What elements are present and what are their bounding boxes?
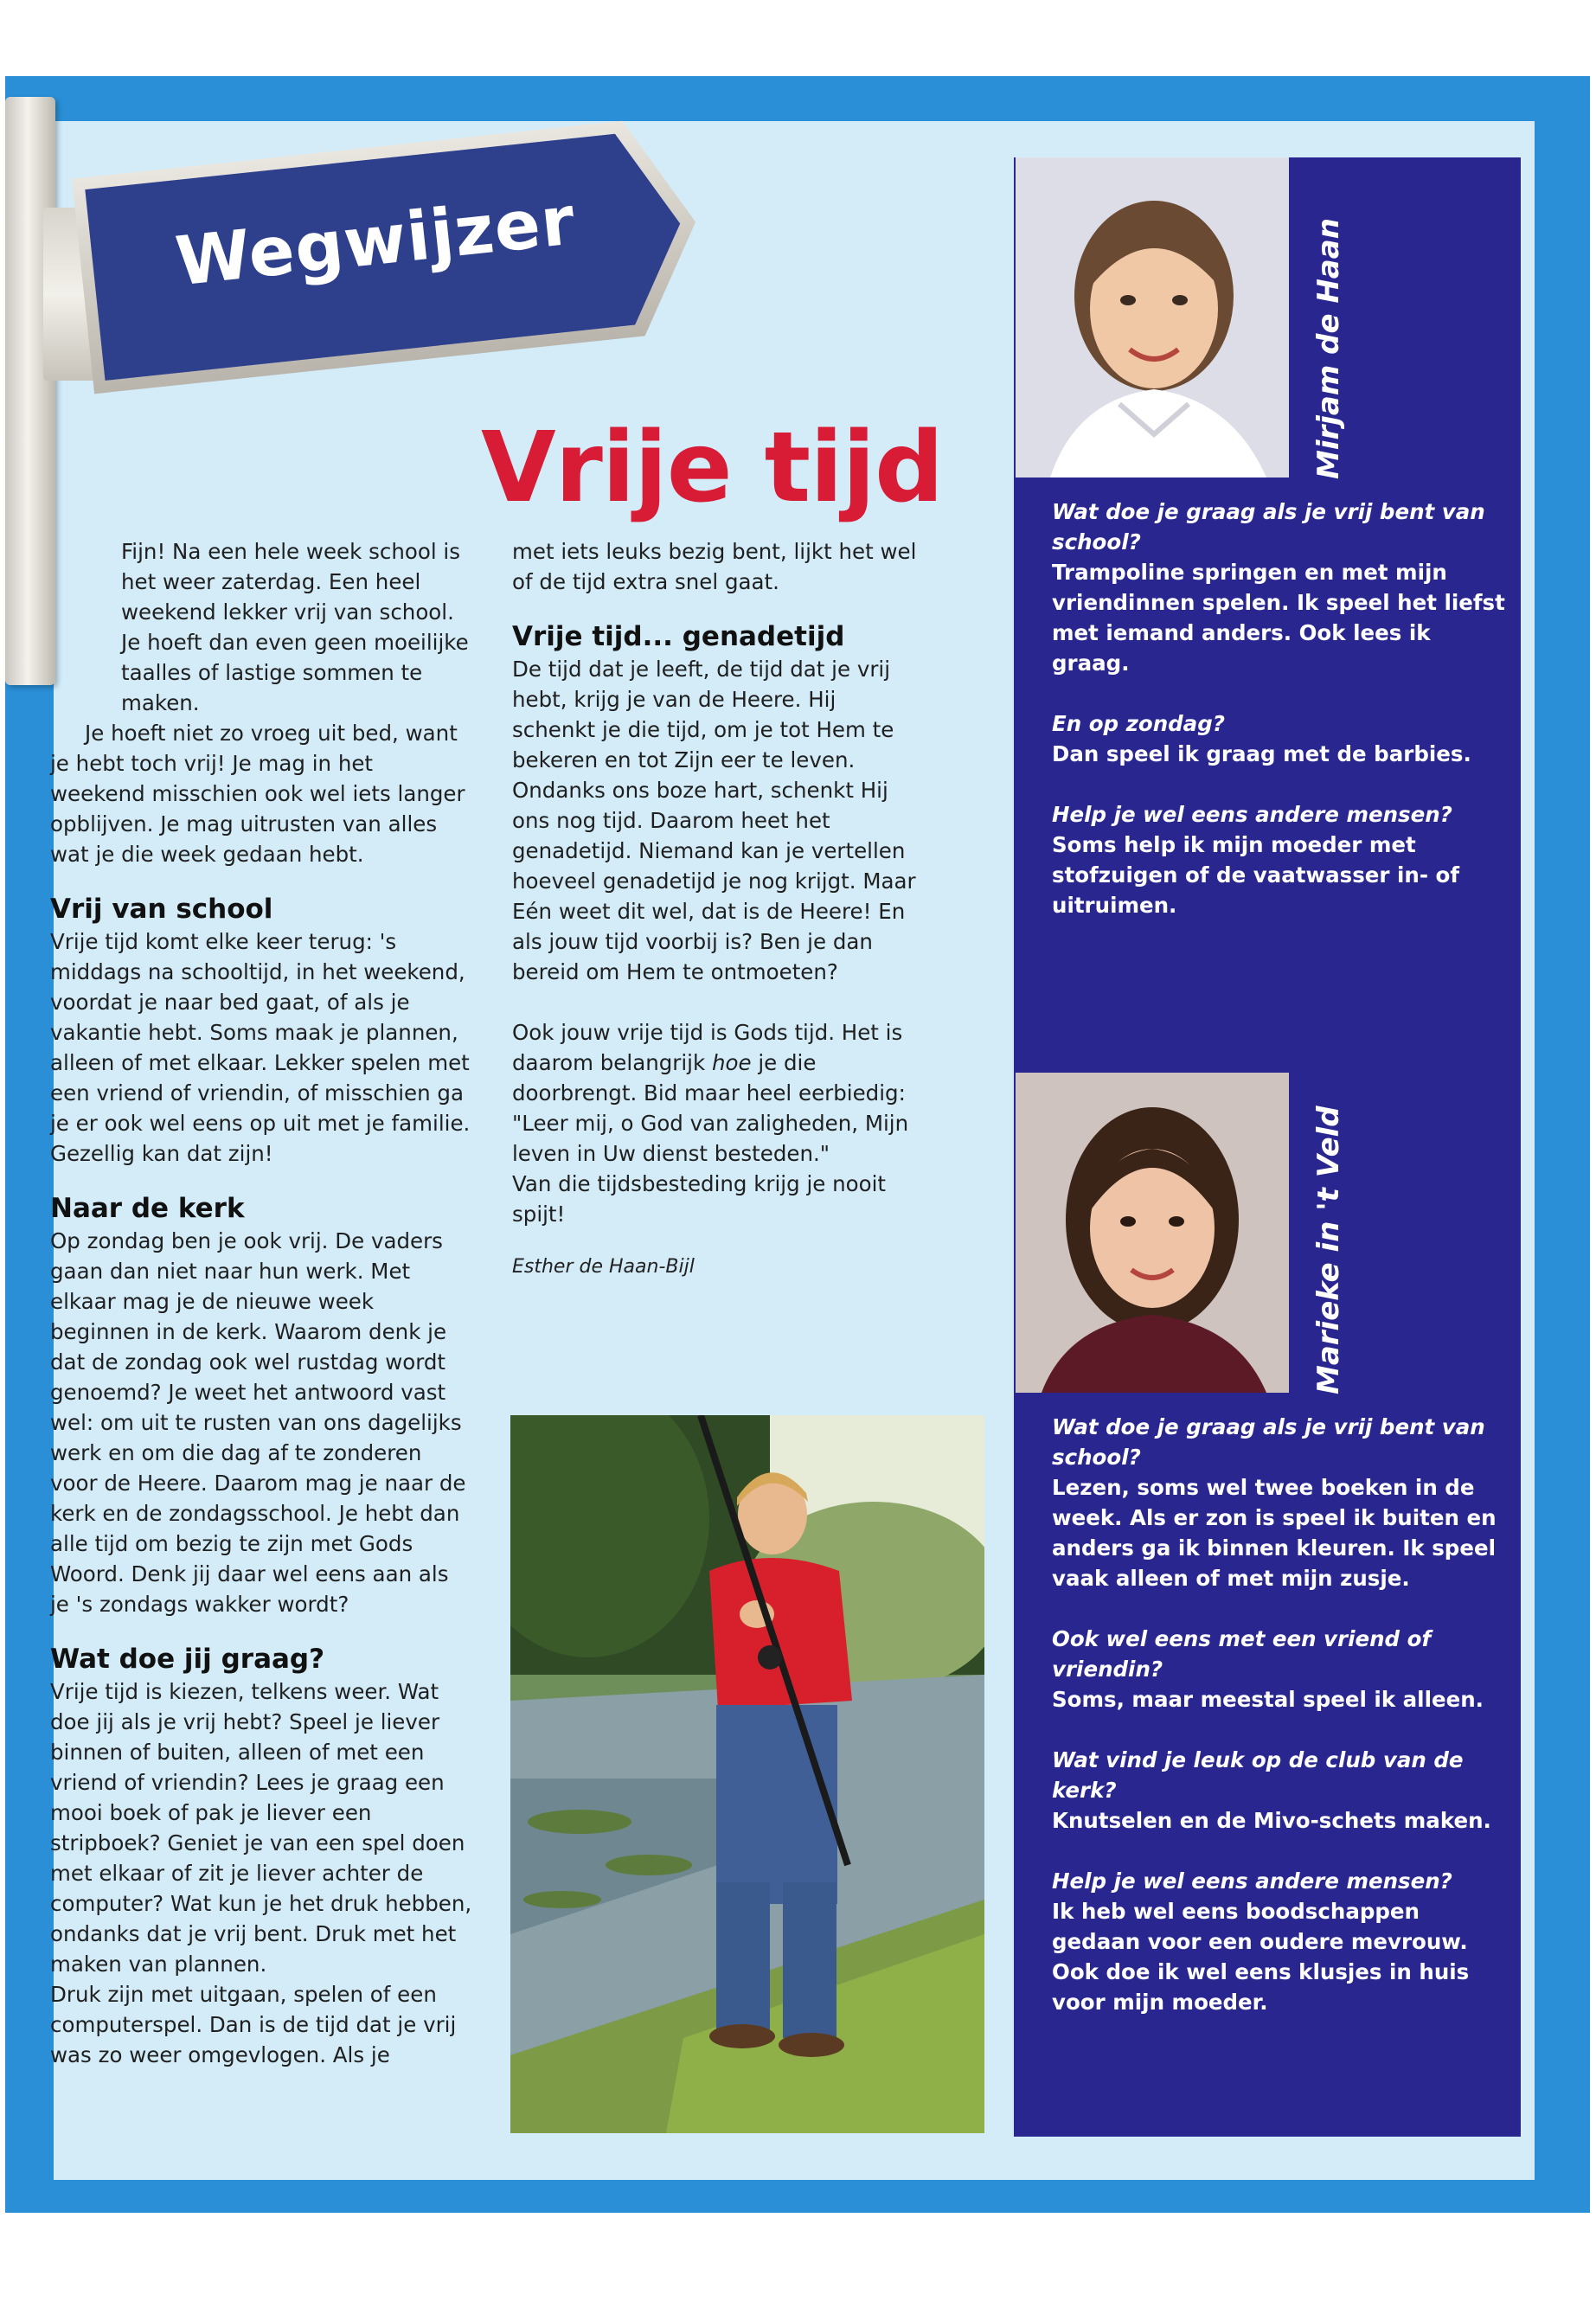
paragraph: Vrije tijd komt elke keer terug: 's middags na schooltijd, in het weekend, voordat je naar bed gaat, of als je vakantie hebt. Soms maak je plannen, alleen of met elkaar. Lekker spelen met een vriend of vriendin, of misschien ga je er ook wel eens op uit met je familie. Gezellig kan dat zijn! [50, 929, 471, 1166]
paragraph: Vrije tijd is kiezen, telkens weer. Wat doe jij als je vrij hebt? Speel je liever binnen of buiten, alleen of met een vriend of vriendin? Lees je graag een mooi boek of pak je liever een stripboek? Geniet je van een spel doen met elkaar of zit je liever achter de computer? Wat kun je het druk hebben, ondanks dat je vrij bent. Druk met het maken van plannen. [50, 1679, 472, 1977]
portrait-photo-marieke [1016, 1073, 1289, 1393]
interview-mirjam [1052, 497, 1510, 920]
signpost-pole [5, 97, 55, 685]
spacer [512, 987, 926, 1017]
paragraph [512, 1017, 926, 1169]
section-heading: Naar de kerk [50, 1193, 245, 1224]
spacer [1052, 1593, 1510, 1624]
portrait-photo-mirjam [1016, 157, 1289, 478]
author-signature: Esther de Haan-Bijl [512, 1256, 695, 1278]
question: Help je wel eens andere mensen? [1052, 1868, 1452, 1894]
middle-column [512, 536, 926, 1282]
paragraph: Druk zijn met uitgaan, spelen of een computerspel. Dan is de tijd dat je vrij was zo weer omgevlogen. Als je [50, 1982, 457, 2067]
question: En op zondag? [1052, 711, 1225, 736]
paragraph: Van die tijdsbesteding krijg je nooit spijt! [512, 1171, 887, 1227]
person-name: Mirjam de Haan [1311, 218, 1346, 479]
answer: Ik heb wel eens boodschappen gedaan voor een oudere mevrouw. Ook doe ik wel eens klusjes in huis voor mijn moeder. [1052, 1899, 1470, 2015]
intro-paragraph: Fijn! Na een hele week school is het weer zaterdag. Een heel weekend lekker vrij van school. Je hoeft dan even geen moeilijke taalles of lastige sommen te maken. [121, 539, 469, 715]
spacer [1052, 678, 1510, 708]
answer: Knutselen en de Mivo-schets maken. [1052, 1808, 1491, 1833]
text-run: je die doorbrengt. Bid maar heel eerbiedig: "Leer mij, o God van zaligheden, Mijn leven in Uw dienst besteden." [512, 1050, 909, 1166]
spacer [1052, 769, 1510, 799]
sign-label: Wegwijzer [172, 182, 580, 302]
boy-fishing-photo [510, 1415, 984, 2133]
paragraph: met iets leuks bezig bent, lijkt het wel of de tijd extra snel gaat. [512, 539, 917, 594]
paragraph: Op zondag ben je ook vrij. De vaders gaan dan niet naar hun werk. Met elkaar mag je de nieuwe week beginnen in de kerk. Waarom denk je dat de zondag ook wel rustdag wordt genoemd? Je weet het antwoord vast wel: om uit te rusten van ons dagelijks werk en om die dag af te zonderen voor de Heere. Daarom mag je naar de kerk en de zondagsschool. Je hebt dan alle tijd om bezig te zijn met Gods Woord. Denk jij daar wel eens aan als je 's zondags wakker wordt? [50, 1228, 466, 1617]
question: Wat vind je leuk op de club van de kerk? [1052, 1747, 1464, 1803]
emphasis: hoe [711, 1050, 752, 1075]
paragraph: Je hoeft niet zo vroeg uit bed, want je hebt toch vrij! Je mag in het weekend misschien ook wel iets langer opblijven. Je mag uitrusten van alles wat je die week gedaan hebt. [50, 721, 465, 867]
section-heading: Vrije tijd... genadetijd [512, 621, 845, 652]
section-heading: Wat doe jij graag? [50, 1644, 325, 1675]
paragraph: De tijd dat je leeft, de tijd dat je vrij hebt, krijg je van de Heere. Hij schenkt je die tijd, om je tot Hem te bekeren en tot Zijn eer te leven. Ondanks ons boze hart, schenkt Hij ons nog tijd. Daarom heet het genadetijd. Niemand kan je vertellen hoeveel genadetijd je nog krijgt. Maar Eén weet dit wel, dat is de Heere! En als jouw tijd voorbij is? Ben je dan bereid om Hem te ontmoeten? [512, 657, 916, 984]
page-title: Vrije tijd [481, 412, 944, 524]
left-column [50, 536, 472, 2070]
text-run: Ook jouw vrije tijd is Gods tijd. Het is daarom belangrijk [512, 1020, 903, 1075]
question: Ook wel eens met een vriend of vriendin? [1052, 1626, 1432, 1682]
answer: Lezen, soms wel twee boeken in de week. Als er zon is speel ik buiten en anders ga ik binnen kleuren. Ik speel vaak alleen of met mijn zusje. [1052, 1475, 1497, 1591]
answer: Soms, maar meestal speel ik alleen. [1052, 1687, 1484, 1712]
spacer [1052, 1715, 1510, 1745]
answer: Trampoline springen en met mijn vriendinnen spelen. Ik speel het liefst met iemand anders. Ook lees ik graag. [1052, 560, 1505, 676]
answer: Soms help ik mijn moeder met stofzuigen of de vaatwasser in- of uitruimen. [1052, 832, 1460, 918]
spacer [1052, 1836, 1510, 1866]
question: Help je wel eens andere mensen? [1052, 802, 1452, 827]
section-heading: Vrij van school [50, 894, 273, 925]
interview-marieke [1052, 1412, 1510, 2017]
question: Wat doe je graag als je vrij bent van school? [1052, 1414, 1485, 1470]
person-name: Marieke in 't Veld [1311, 1106, 1346, 1394]
question: Wat doe je graag als je vrij bent van school? [1052, 499, 1485, 554]
answer: Dan speel ik graag met de barbies. [1052, 741, 1471, 766]
